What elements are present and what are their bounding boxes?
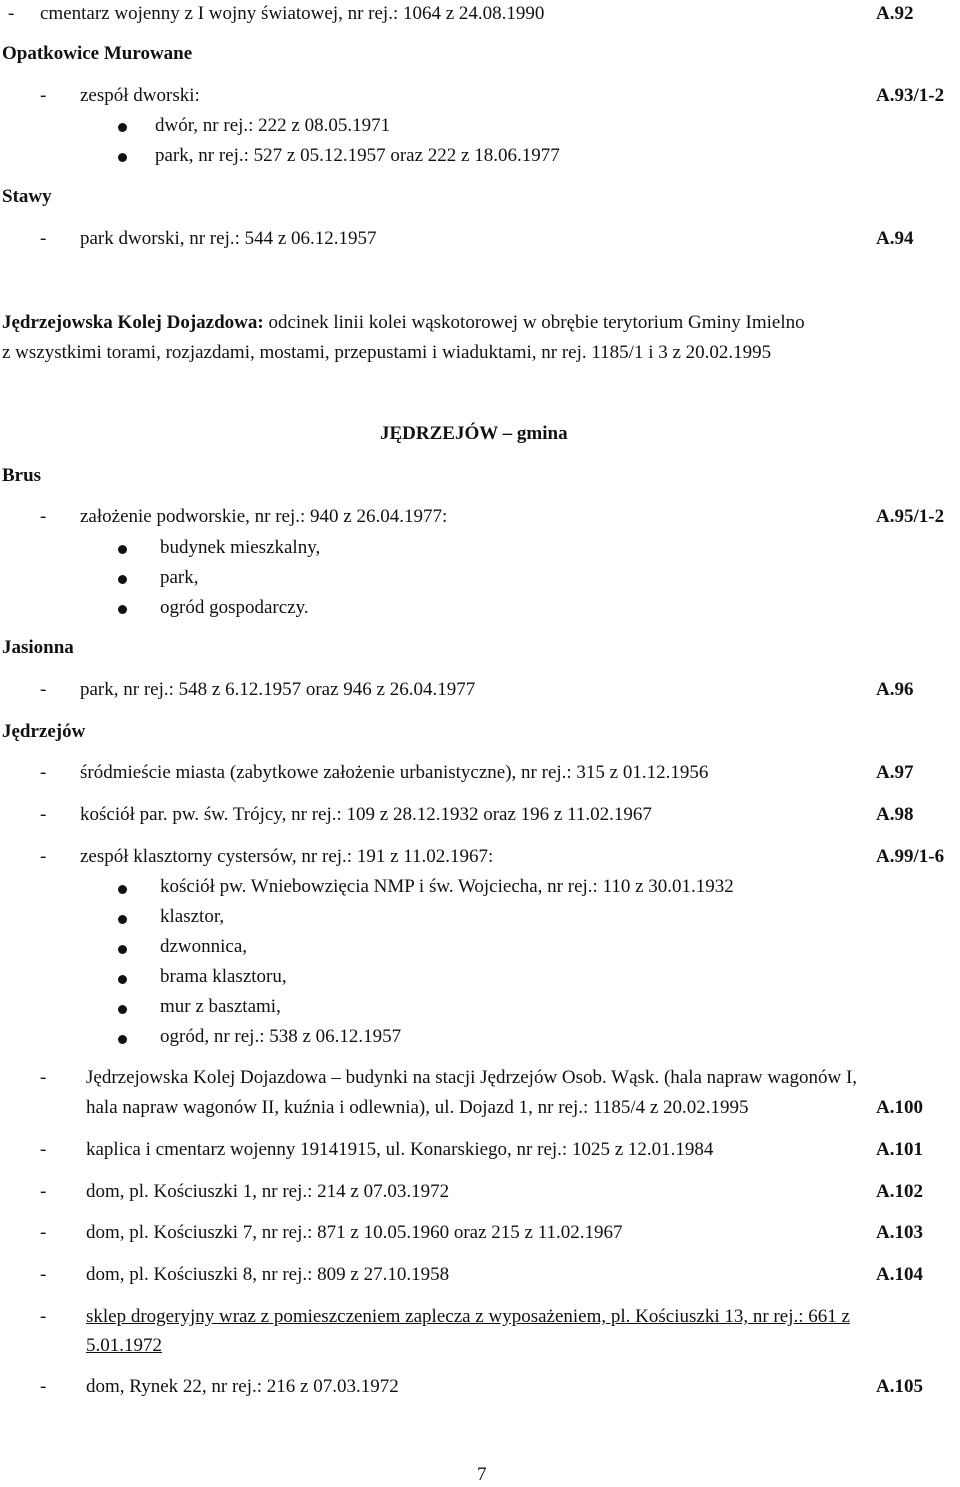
entry-code: A.102 [876, 1181, 923, 1202]
list-dash: - [40, 1264, 47, 1285]
list-dash: - [40, 1139, 47, 1160]
bullet-icon [118, 885, 127, 894]
entry-code: A.104 [876, 1264, 923, 1285]
bullet-icon [118, 945, 127, 954]
entry-text: Jędrzejowska Kolej Dojazdowa – budynki na stacji Jędrzejów Osob. Wąsk. (hala napraw wagonów I, [86, 1067, 858, 1088]
entry-code: A.101 [876, 1139, 923, 1160]
entry-code: A.92 [876, 3, 914, 24]
list-dash: - [40, 506, 47, 527]
sub-entry-text: dzwonnica, [160, 936, 248, 957]
sub-entry-text: budynek mieszkalny, [160, 537, 321, 558]
bullet-icon [118, 975, 127, 984]
list-dash: - [40, 1181, 47, 1202]
bullet-icon [118, 575, 127, 584]
bullet-icon [118, 123, 127, 132]
list-dash: - [40, 679, 47, 700]
entry-code: A.105 [876, 1376, 923, 1397]
entry-text: park, nr rej.: 548 z 6.12.1957 oraz 946 z 26.04.1977 [80, 679, 476, 700]
entry-text: park dworski, nr rej.: 544 z 06.12.1957 [80, 228, 377, 249]
entry-text: dom, Rynek 22, nr rej.: 216 z 07.03.1972 [86, 1376, 399, 1397]
entry-code: A.96 [876, 679, 914, 700]
entry-text: zespół dworski: [80, 85, 200, 106]
bullet-icon [118, 1005, 127, 1014]
entry-code: A.99/1-6 [876, 846, 945, 867]
list-dash: - [8, 3, 15, 24]
bullet-icon [118, 1035, 127, 1044]
entry-text-continued: hala napraw wagonów II, kuźnia i odlewnia), ul. Dojazd 1, nr rej.: 1185/4 z 20.02.1995 [86, 1097, 749, 1118]
entry-text: dom, pl. Kościuszki 7, nr rej.: 871 z 10.05.1960 oraz 215 z 11.02.1967 [86, 1222, 623, 1243]
list-dash: - [40, 85, 47, 106]
entry-code: A.94 [876, 228, 914, 249]
bullet-icon [118, 153, 127, 162]
bullet-icon [118, 545, 127, 554]
locality-heading: Stawy [2, 186, 52, 207]
bullet-icon [118, 605, 127, 614]
railway-paragraph-line1 [2, 311, 805, 335]
entry-code: A.103 [876, 1222, 923, 1243]
section-heading: JĘDRZEJÓW – gmina [380, 423, 568, 444]
locality-heading: Brus [2, 465, 42, 486]
list-dash: - [40, 762, 47, 783]
list-dash: - [40, 846, 47, 867]
page-number: 7 [477, 1464, 487, 1485]
sub-entry-text: mur z basztami, [160, 996, 281, 1017]
entry-code: A.93/1-2 [876, 85, 945, 106]
entry-code: A.95/1-2 [876, 506, 945, 527]
sub-entry-text: klasztor, [160, 906, 225, 927]
list-dash: - [40, 1376, 47, 1397]
railway-text: odcinek linii kolei wąskotorowej w obrębie terytorium Gminy Imielno [263, 312, 805, 333]
bullet-icon [118, 915, 127, 924]
entry-text: kaplica i cmentarz wojenny 19141915, ul. Konarskiego, nr rej.: 1025 z 12.01.1984 [86, 1139, 714, 1160]
sub-entry-text: brama klasztoru, [160, 966, 287, 987]
locality-heading: Opatkowice Murowane [2, 43, 193, 64]
locality-heading: Jędrzejów [2, 721, 86, 742]
sub-entry-text: kościół pw. Wniebowzięcia NMP i św. Wojciecha, nr rej.: 110 z 30.01.1932 [160, 876, 734, 897]
entry-text: śródmieście miasta (zabytkowe założenie urbanistyczne), nr rej.: 315 z 01.12.1956 [80, 762, 709, 783]
locality-heading: Jasionna [2, 637, 74, 658]
entry-text: zespół klasztorny cystersów, nr rej.: 191 z 11.02.1967: [80, 846, 494, 867]
entry-text-continued: 5.01.1972 [86, 1335, 162, 1356]
entry-text: sklep drogeryjny wraz z pomieszczeniem zaplecza z wyposażeniem, pl. Kościuszki 13, nr rej.: 661 z [86, 1306, 850, 1327]
entry-text: cmentarz wojenny z I wojny światowej, nr rej.: 1064 z 24.08.1990 [40, 3, 545, 24]
sub-entry-text: park, [160, 567, 199, 588]
entry-code: A.100 [876, 1097, 923, 1118]
entry-text: kościół par. pw. św. Trójcy, nr rej.: 109 z 28.12.1932 oraz 196 z 11.02.1967 [80, 804, 652, 825]
entry-text: dom, pl. Kościuszki 1, nr rej.: 214 z 07.03.1972 [86, 1181, 450, 1202]
railway-paragraph-line2: z wszystkimi torami, rozjazdami, mostami, przepustami i wiaduktami, nr rej. 1185/1 i 3 z 20.02.1995 [2, 342, 772, 363]
railway-title: Jędrzejowska Kolej Dojazdowa: [2, 312, 264, 333]
sub-entry-text: dwór, nr rej.: 222 z 08.05.1971 [155, 115, 391, 136]
sub-entry-text: park, nr rej.: 527 z 05.12.1957 oraz 222 z 18.06.1977 [155, 145, 560, 166]
entry-code: A.98 [876, 804, 914, 825]
entry-text: dom, pl. Kościuszki 8, nr rej.: 809 z 27.10.1958 [86, 1264, 450, 1285]
sub-entry-text: ogród, nr rej.: 538 z 06.12.1957 [160, 1026, 402, 1047]
list-dash: - [40, 228, 47, 249]
list-dash: - [40, 1067, 47, 1088]
sub-entry-text: ogród gospodarczy. [160, 597, 309, 618]
entry-code: A.97 [876, 762, 914, 783]
list-dash: - [40, 804, 47, 825]
list-dash: - [40, 1222, 47, 1243]
entry-text: założenie podworskie, nr rej.: 940 z 26.04.1977: [80, 506, 448, 527]
list-dash: - [40, 1306, 47, 1327]
